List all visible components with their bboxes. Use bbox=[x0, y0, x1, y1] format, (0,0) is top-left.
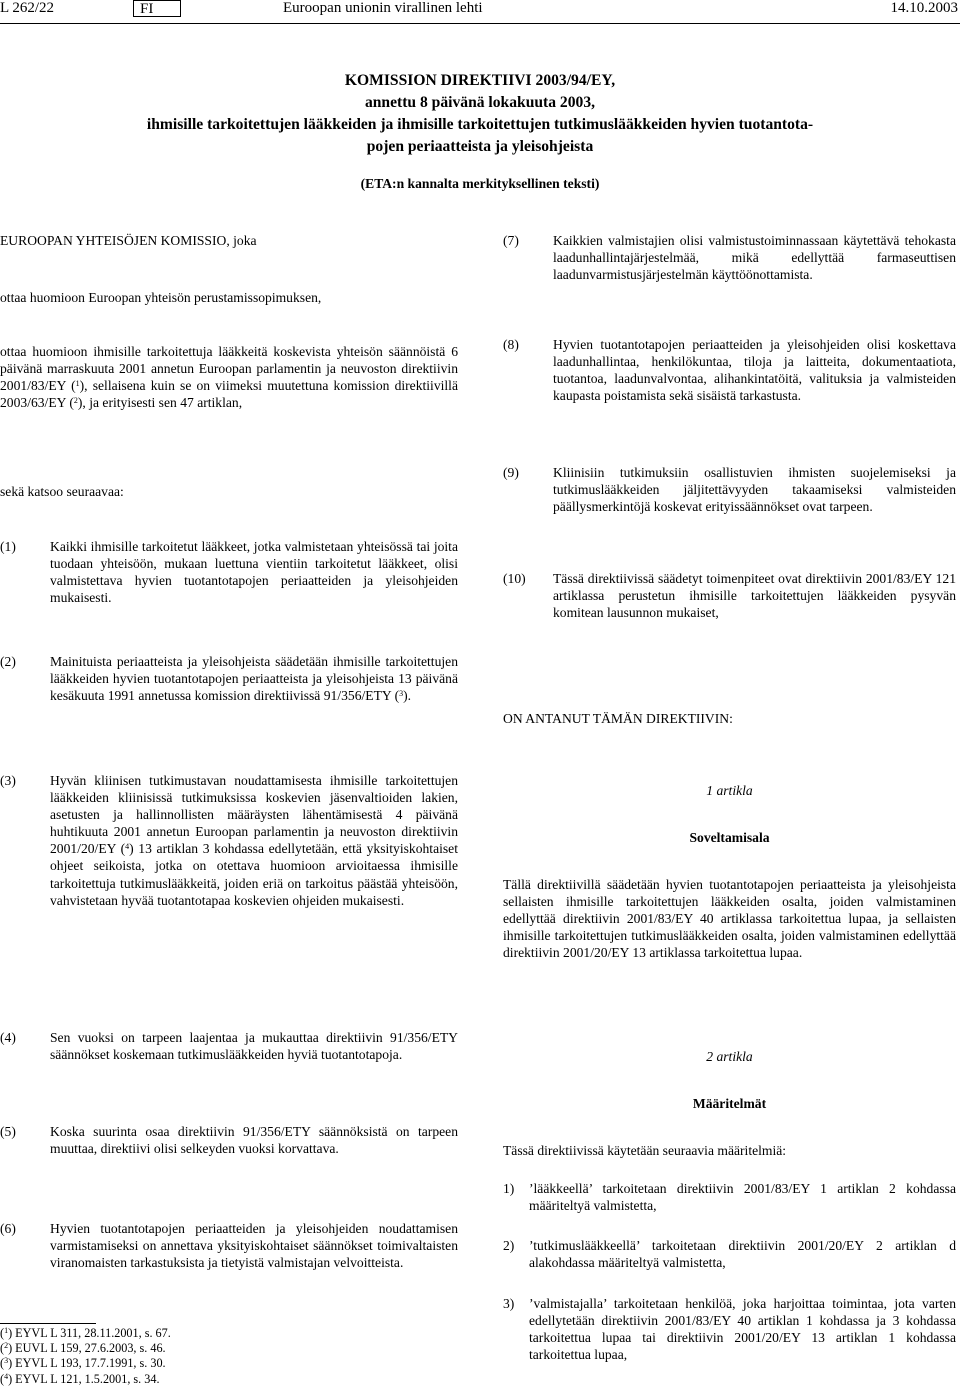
adoption-statement: ON ANTANUT TÄMÄN DIREKTIIVIN: bbox=[503, 711, 733, 726]
footnote: ($^4$) EYVL L 121, 1.5.2001, s. 34. bbox=[0, 1371, 160, 1386]
recital: (4) Sen vuoksi on tarpeen laajentaa ja mukauttaa direktiivin 91/356/ETY säännökset koskemaan tutkimuslääkkeiden hyviä tuotantotapoja. bbox=[0, 1030, 458, 1063]
footnote: ($^1$) EYVL L 311, 28.11.2001, s. 67. bbox=[0, 1326, 171, 1340]
header-rule bbox=[0, 23, 960, 24]
title-line-3: ihmisille tarkoitettujen lääkkeiden ja ihmisille tarkoitettujen tutkimuslääkkeiden hyvien tuotantota- bbox=[146, 116, 814, 133]
recital: (1) Kaikki ihmisille tarkoitetut lääkkeet, jotka valmistetaan yhteisössä tai joita tuodaan yhteisöön, mukaan luettuna vientiin tarkoitetut lääkkeet, olisi valmistettava hyvien tuotantotapojen periaatteiden ja yleisohjeiden mukaisesti. bbox=[0, 539, 458, 606]
article-1-number: 1 artikla bbox=[706, 783, 753, 798]
definition-item: 3) ’valmistajalla’ tarkoitetaan henkilöä, joka harjoittaa toimintaa, jota varten edellytetään direktiivin 2001/83/EY 40 artiklan 1 kohdassa ja 3 kohdassa tarkoitettua lupaa tai direktiivin 2001/20/EY 13 artiklan 1 kohdassa tarkoitettua lupaa, bbox=[503, 1296, 956, 1363]
recital: (10) Tässä direktiivissä säädetyt toimenpiteet ovat direktiivin 2001/83/EY 121 artiklassa perustetun ihmisille tarkoitettujen lääkkeiden pysyvän komitean lausunnon mukaiset, bbox=[503, 571, 956, 621]
page-reference: L 262/22 bbox=[0, 0, 55, 16]
title-line-1: KOMISSION DIREKTIIVI 2003/94/EY, bbox=[344, 72, 616, 89]
document-title bbox=[90, 70, 870, 158]
recital: (5) Koska suurinta osaa direktiivin 91/356/ETY säännöksistä on tarpeen muuttaa, direktiivi olisi selkeyden vuoksi korvattava. bbox=[0, 1124, 458, 1157]
page-header bbox=[0, 0, 960, 22]
title-line-4: pojen periaatteista ja yleisohjeista bbox=[366, 138, 594, 155]
footnote: ($^2$) EUVL L 159, 27.6.2003, s. 46. bbox=[0, 1341, 166, 1356]
recital: (3) Hyvän kliinisen tutkimustavan noudattamisesta ihmisille tarkoitettujen lääkkeiden kliinisissä tutkimuksissa koskevien jäsenvaltioiden lakien, asetusten ja hallinnollisten määräysten lähentämisestä 4 päivänä huhtikuuta 2001 annetun Euroopan parlamentin ja neuvoston direktiivin 2001/20/EY ($^4$) 13 artiklan 3 kohdassa edellytetään, että yksityiskohtaiset ohjeet seikoista, jotka on otettava huomioon arvioitaessa ihmisille tarkoitettuja tutkimuslääkkeitä, joiden eriä on tarkoitus päästää yhteisöön, vahvistetaan hyvää tuotantotapaa koskevien ohjeiden mukaisesti. bbox=[0, 773, 458, 908]
recital: (9) Kliinisiin tutkimuksiin osallistuvien ihmisten suojelemiseksi ja tutkimuslääkkeiden jäljitettävyyden takaamiseksi valmisteiden päällysmerkintöjä koskevat erityissäännökset ovat tarpeen. bbox=[503, 465, 956, 515]
article-1-text: Tällä direktiivillä säädetään hyvien tuotantotapojen periaatteista ja yleisohjeista sellaisten ihmisille tarkoitettujen lääkkeiden osalta, joiden valmistaminen edellyttää direktiivin 2001/83/EY 40 artiklassa tarkoitettua lupaa, ja sellaisten ihmisille tarkoitettujen tutkimuslääkkeiden osalta, joiden valmistaminen edellyttää direktiivin 2001/20/EY 13 artiklassa tarkoitettua lupaa. bbox=[503, 877, 956, 961]
publication-date: 14.10.2003 bbox=[890, 0, 958, 16]
article-2-intro: Tässä direktiivissä käytetään seuraavia määritelmiä: bbox=[503, 1143, 787, 1158]
treaty-citation: ottaa huomioon Euroopan yhteisön perustamissopimuksen, bbox=[0, 290, 322, 305]
definition-item: 2) ’tutkimuslääkkeellä’ tarkoitetaan direktiivin 2001/20/EY 2 artiklan d alakohdassa määriteltyä valmistetta, bbox=[503, 1238, 956, 1271]
recital: (7) Kaikkien valmistajien olisi valmistustoiminnassaan käytettävä tehokasta laadunhallintajärjestelmää, mikä edellyttää farmaseuttisen laadunvarmistusjärjestelmän käyttöönottamista. bbox=[503, 233, 956, 283]
commission-statement: EUROOPAN YHTEISÖJEN KOMISSIO, joka bbox=[0, 233, 257, 248]
article-2-number: 2 artikla bbox=[706, 1049, 753, 1064]
footnote: ($^3$) EYVL L 193, 17.7.1991, s. 30. bbox=[0, 1356, 166, 1371]
footnotes bbox=[0, 1326, 171, 1387]
whereas-intro: sekä katsoo seuraavaa: bbox=[0, 484, 124, 499]
definition-item: 1) ’lääkkeellä’ tarkoitetaan direktiivin 2001/83/EY 1 artiklan 2 kohdassa määriteltyä valmistetta, bbox=[503, 1181, 956, 1214]
article-1-heading: Soveltamisala bbox=[689, 830, 770, 845]
recital: (8) Hyvien tuotantotapojen periaatteiden ja yleisohjeiden olisi koskettava laadunhallintaa, henkilökuntaa, tiloja ja laitteita, dokumentaatiota, tuotantoa, laadunvalvontaa, alihankintatöitä, valituksia ja valmisteiden kaupasta poistamista sekä sisäistä tarkastusta. bbox=[503, 337, 956, 404]
footnote-ref: 1 bbox=[75, 379, 80, 389]
footnote-ref: 2 bbox=[73, 396, 78, 406]
footnote-rule bbox=[0, 1323, 96, 1324]
article-2-heading: Määritelmät bbox=[692, 1096, 767, 1111]
recital: (2) Mainituista periaatteista ja yleisohjeista säädetään ihmisille tarkoitettujen lääkkeiden hyvien tuotantotapojen periaatteista ja yleisohjeista 13 päivänä kesäkuuta 1991 annetussa komission direktiivissä 91/356/ETY ($^3$). bbox=[0, 654, 458, 704]
footnote-ref: 3 bbox=[399, 689, 404, 699]
title-line-2: annettu 8 päivänä lokakuuta 2003, bbox=[364, 94, 596, 111]
journal-title: Euroopan unionin virallinen lehti bbox=[283, 0, 483, 16]
recital: (6) Hyvien tuotantotapojen periaatteiden ja yleisohjeiden noudattamisen varmistamiseksi on annettava yksityiskohtaiset säännökset toimivaltaisten viranomaisten tarkastuksista ja tietyistä valmistajan velvoitteista. bbox=[0, 1221, 458, 1271]
directive-citation: ottaa huomioon ihmisille tarkoitettuja lääkkeitä koskevista yhteisön säännöistä 6 päivänä marraskuuta 2001 annetun Euroopan parlamentin ja neuvoston direktiivin 2001/83/EY ($^1$), sellaisena kuin se on viimeksi muutettuna komission direktiivillä 2003/63/EY ($^2$), ja erityisesti sen 47 artiklan, bbox=[0, 344, 458, 411]
eta-relevance-note: (ETA:n kannalta merkityksellinen teksti) bbox=[360, 176, 600, 191]
footnote-ref: 4 bbox=[125, 842, 130, 852]
language-box: FI bbox=[133, 0, 181, 17]
